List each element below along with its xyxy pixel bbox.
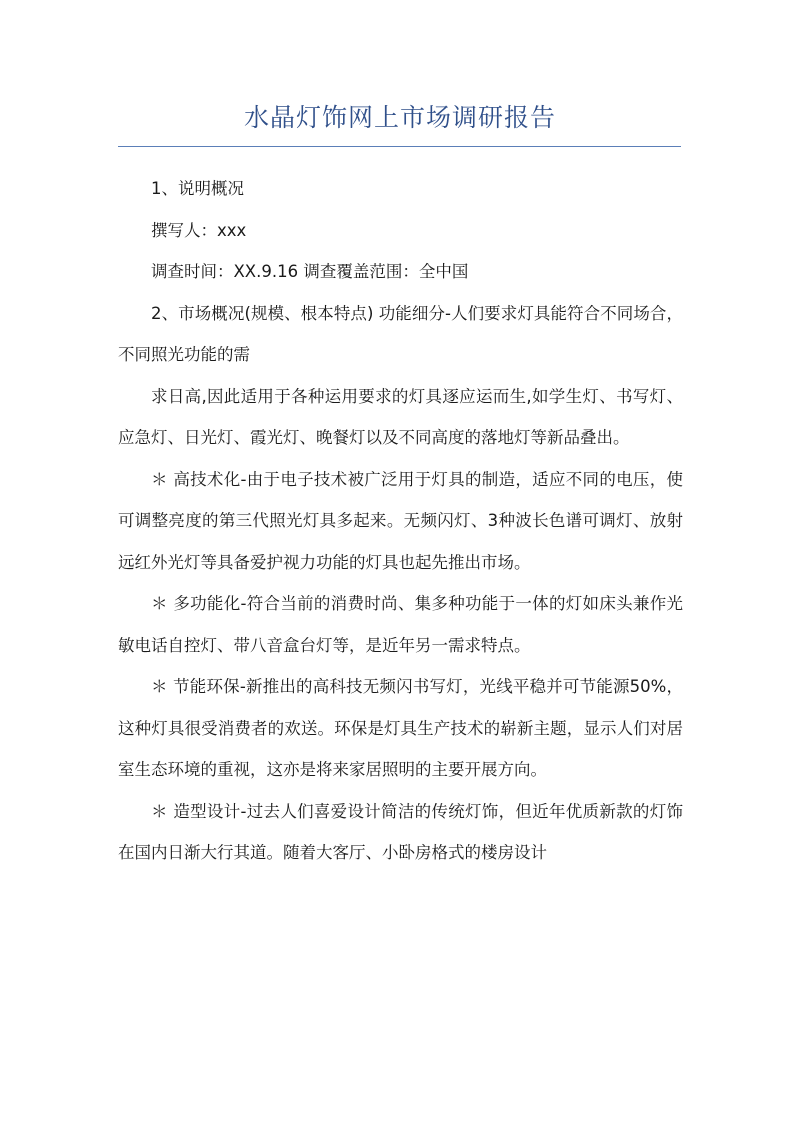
survey-info-line: 调查时间：XX.9.16 调查覆盖范围：全中国 [151, 262, 469, 281]
title-underline [118, 146, 681, 147]
body-paragraph: 求日高,因此适用于各种运用要求的灯具逐应运而生,如学生灯、书写灯、应急灯、日光灯、霞光灯、晚餐灯以及不同高度的落地灯等新品叠出。 [118, 386, 683, 447]
document-title: 水晶灯饰网上市场调研报告 [243, 103, 556, 132]
document-body [118, 168, 683, 874]
section-heading-market: 2、市场概况(规模、根本特点) 功能细分-人们要求灯具能符合不同场合，不同照光功能的需 [118, 303, 683, 364]
body-paragraph-design: ＊ 造型设计-过去人们喜爱设计简洁的传统灯饰，但近年优质新款的灯饰在国内日渐大行其道。随着大客厅、小卧房格式的楼房设计 [118, 801, 683, 862]
body-paragraph-energy-saving: ＊ 节能环保-新推出的高科技无频闪书写灯，光线平稳并可节能源50%，这种灯具很受消费者的欢送。环保是灯具生产技术的崭新主题，显示人们对居室生态环境的重视，这亦是将来家居照明的主要开展方向。 [118, 677, 683, 779]
body-paragraph-multifunction: ＊ 多功能化-符合当前的消费时尚、集多种功能于一体的灯如床头兼作光敏电话自控灯、带八音盒台灯等，是近年另一需求特点。 [118, 594, 683, 655]
section-heading-overview: 1、说明概况 [151, 179, 244, 198]
author-line: 撰写人：xxx [151, 220, 247, 240]
body-paragraph-high-tech: ＊ 高技术化-由于电子技术被广泛用于灯具的制造，适应不同的电压，使可调整亮度的第三代照光灯具多起来。无频闪灯、3种波长色谱可调灯、放射远红外光灯等具备爱护视力功能的灯具也起先推出市场。 [118, 469, 683, 572]
